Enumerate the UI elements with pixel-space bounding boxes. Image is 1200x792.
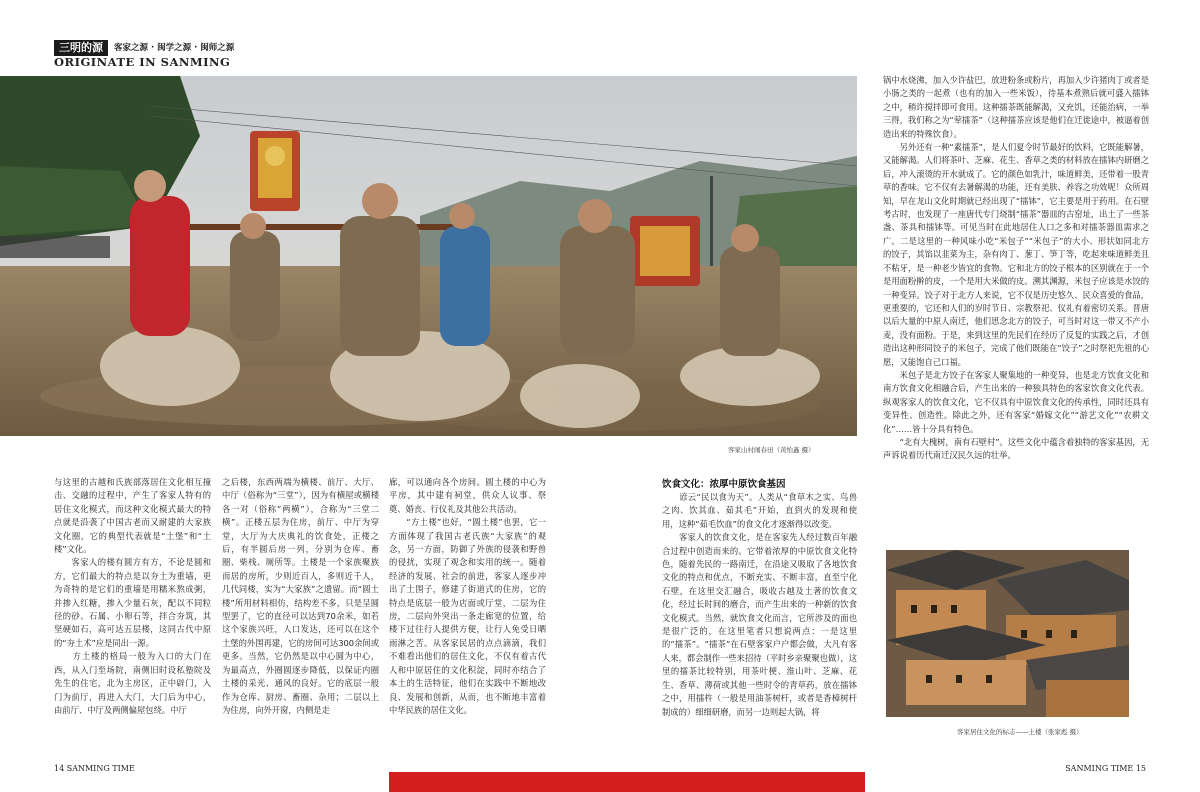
text-column-2: 之后楼，东西两端为横楼、前厅、大厅、中厅（俗称为“三堂”），因为有横屋或横楼各一对（俗称“两横”），合称为“三堂二横”。正楼五层为住房，前厅、中厅为穿堂，大厅为大庆典礼的饮食处，正楼之后，有半圆后房一列，分别为仓库、畜圈、柴栈、厕所等。土楼是一个家族聚族而居的房所，少则近百人，多则近千人，几代同楼，实为“大家族”之遗留。而“圆土楼”所用材料相仿，结构差不多，只是呈圆型罢了，它的直径可以达到70余米，如若这个家族兴旺，人口发达，还可以在这个土堡的外围再建，它的房间可达300余间或更多。当然，它仍然是以中心圆为中心，为最高点，外圈圆逐步降低，以保证内圈土楼的采光、通风的良好。它的底层一般作为仓库、厨房、畜圈、杂用；二层以上为住房，向外开窗，内侧是走	[222, 477, 379, 715]
text-column-1: 与这里的古越和氏族部落居住文化相互撞击、交融的过程中，产生了客家人特有的居住文化模式，而这种文化模式最大的特点就是沿袭了中国古老而又耐建的大家族文化圈，它的典型代表就是“土堡”和“土楼”文化。 客家人的楼有圆方有方，不论是圆和方，它们最大的特点是以夯土为重墙，更为奇特的是它们的重墙是用糯米熬成粥，并掺入红糖，掺入少量石灰，配以不同粒径的砂、石属、小卵石等，拌合夯筑，其坚硬如石，高可达五层楼，这同古代中原的“夯土术”应是同出一源。 方土楼的格局一般为入口的大门在西，从入门至场院，南侧旧时设私塾院及先生的住宅，北为主房区，正中辟门，入门为前厅，再进入大门，大门后为中心，由前厅、中厅及两侧偏屋包绕。中厅	[54, 477, 211, 715]
column-name-badge: 三明的源	[54, 40, 108, 56]
main-photo-mud-festival	[0, 76, 857, 436]
section-title-food: 饮食文化：浓厚中原饮食基因	[662, 479, 786, 490]
tulou-photo-caption: 客家居住文化的标志——土楼（张家彪 摄）	[957, 728, 1083, 736]
bottom-red-bar	[389, 772, 865, 792]
main-photo-illustration	[0, 76, 857, 436]
page-number-left: 14 SANMING TIME	[54, 764, 135, 773]
tulou-photo	[886, 550, 1129, 717]
header-subtitle: 客家之源 · 闽学之源 · 闽师之源	[114, 43, 235, 53]
text-column-5: 锅中水烧沸，加入少许盐巴，放进粉条或粉片，再加入少许猪肉丁或者是小肠之类的一起煮（也有的加入一些米饭），待基本煮熟后就可盛入擂钵之中，稍许搅拌即可食用。这种擂茶既能解渴，又充饥，还能治病，一举三得，我们称之为“荤擂茶”（这种擂茶应该是他们在迁徙途中，被逼着创造出来的特殊饮食）。 另外还有一种“素擂茶”，是人们夏令时节最好的饮料，它既能解暑，又能解渴。人们将茶叶、芝麻、花生、香草之类的材料放在擂钵内研磨之后，冲入滚烫的开水就成了。它的颜色如乳汁，味道鲜美，还带着一股青草的香味。它不仅有去暑解渴的功能，还有美肤、养容之功效呢！众所周知，早在龙山文化时期就已经出现了“擂钵”，它主要是用于药用。在石壁考古时，也发现了一座唐代专门烧制“擂茶”器皿的古窑址，出土了一些茶盏、茶具和擂钵等。可见当时在此地居住人口之多和对擂茶器皿需求之广。二是这里的一种风味小吃“米包子”“米包子”的大小、形状如同北方的饺子，其馅以韭菜为主，杂有肉丁、葱丁、笋丁等，吃起来味道鲜美且不粘牙，是一种老少皆宜的食物。它和北方的饺子根本的区别就在于一个是用面粉擀的皮，一个是用大米做的皮。溯其渊源，米包子应该是水饺的一种变异。饺子对于北方人来说，它不仅是历史悠久、民众喜爱的食品，更重要的，它还和人们的岁时节日、宗教祭祀、仪礼有着密切关系。晋唐以后大量的中原人南迁，他们思念北方的饺子，可当时对这一带又不产小麦，没有面粉。于是，来到这里的先民们在经历了反复的实践之后，才创造出这种形同饺子的米包子，完成了他们既能在“饺子”之时祭祀先祖的心愿，又能饱自己口福。 米包子是北方饺子在客家人聚集地的一种变异，也是北方饮食文化和南方饮食文化相融合后，产生出来的一种独具特色的客家饮食文化代表。纵观客家人的饮食文化，它不仅具有中原饮食文化的传承性，同时还具有变异性、创造性。除此之外，还有客家“婚嫁文化”“游艺文化”“农耕文化”……皆十分具有特色。 “北有大槐树，南有石壁村”。这些文化中蕴含着独特的客家基因，无声诉说着历代南迁汉民久远的壮举。	[883, 75, 1149, 461]
main-photo-caption: 客家山村闹春田（黄怡鑫 摄）	[728, 446, 815, 454]
text-column-3: 廊，可以通向各个房间。圆土楼的中心为平房，其中建有祠堂，供众人议事、祭奠、婚丧、行仪礼及其他公共活动。 “方土楼”也好，“圆土楼”也罢，它一方面体现了我国古老氏族“大家族”的观念，另一方面，防御了外族的侵袭和野兽的侵扰，实现了观念和实用的统一。随着经济的发展、社会的前进，客家人逐步冲出了土围子，修建了街道式的住房，它的特点是底层一般为店面或厅堂，二层为住房，二层向外突出一条走廊宽的位置，给楼下过往行人提供方便，让行人免受日晒雨淋之苦。从客家民居的点点滴滴，我们不难看出他们的居住文化，不仅有着古代人和中原居住的文化积淀，同时亦结合了本土的生活特征，他们在实践中不断地改良、发展和创新，从而，也不断地丰富着中华民族的居住文化。	[389, 477, 546, 715]
tulou-photo-illustration	[886, 550, 1129, 717]
header-english-title: ORIGINATE IN SANMING	[54, 55, 231, 69]
text-column-4: 谚云“民以食为天”。人类从“食草木之实、鸟兽之肉、饮其血、茹其毛”开始，直到火的发现和使用，这种“茹毛饮血”的食文化才逐渐得以改变。 客家人的饮食文化，是在客家先人经过数百年融合过程中创造而来的。它带着浓厚的中原饮食文化特色，随着先民的一路南迁，在沿途又吸取了各地饮食文化的特点和优点，不断充实、不断丰富，直至宁化石壁，在这里交汇融合，吸收古越及土著的饮食文化，经过长时间的磨合，而产生出来的一种新的饮食文化模式。当然，就饮食文化而言，它所涉及的面也是很广泛的，在这里笔者只想说两点：一是这里的“擂茶”。“擂茶”在石壁客家户户都会做，大凡有客人来，都会制作一些来招待（平时乡亲聚聚也做），这里的擂茶比较特别，用茶叶梗、淮山叶、芝麻、花生、香草、薄荷或其他一些时令的青草药，放在擂钵之中，用擂杵（一般是用油茶树杆，或者是香樟树杆制成的）细细研磨，而另一边则起大锅，将	[662, 492, 857, 717]
page-number-right: SANMING TIME 15	[1065, 764, 1146, 773]
